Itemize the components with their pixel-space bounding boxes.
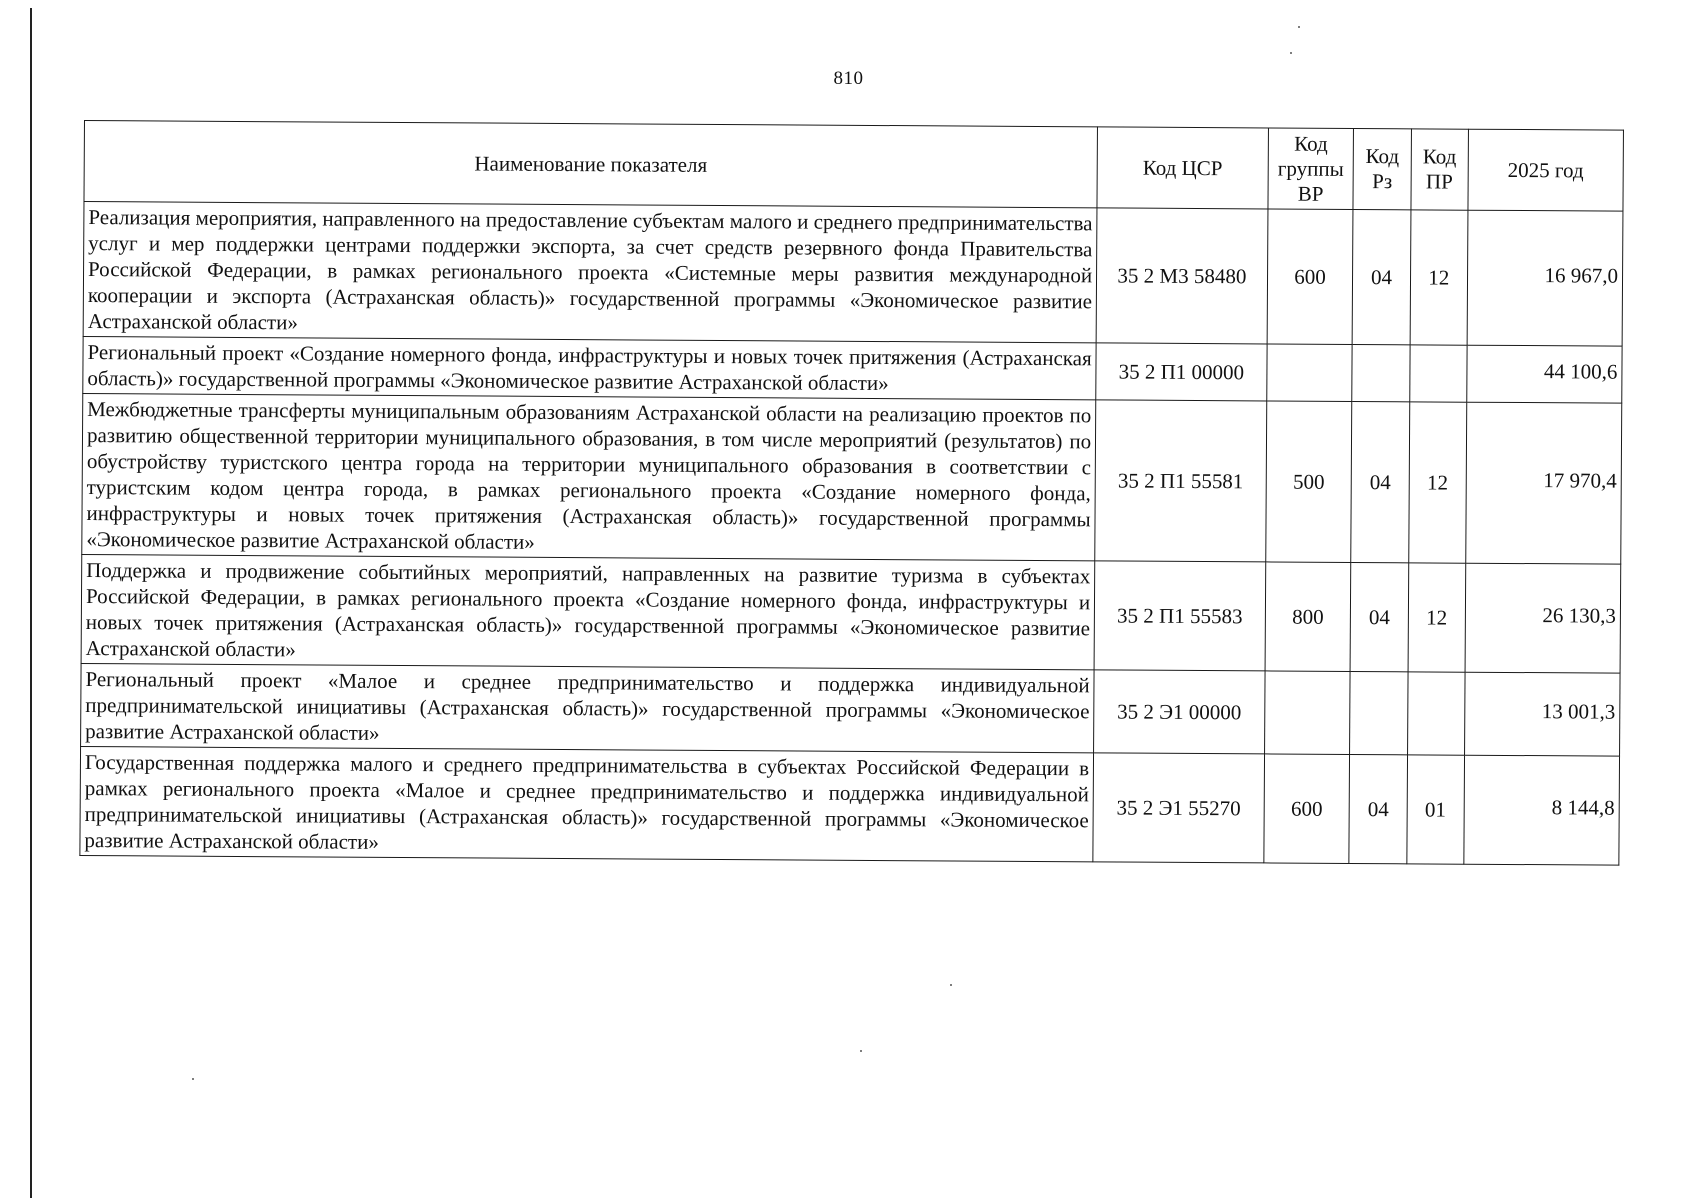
table-row xyxy=(82,393,1622,564)
row-vr xyxy=(1264,671,1350,755)
scan-speck xyxy=(1298,26,1300,28)
row-amount-value: 8 144,8 xyxy=(1551,795,1615,820)
row-pr xyxy=(1409,345,1467,402)
row-vr: 500 xyxy=(1265,401,1352,563)
binding-edge-line xyxy=(30,8,32,1198)
row-pr: 01 xyxy=(1407,755,1465,864)
scan-speck xyxy=(860,1050,862,1052)
scan-speck xyxy=(192,1078,194,1080)
row-amount-value: 17 970,4 xyxy=(1543,468,1617,493)
row-name: Государственная поддержка малого и среднего предпринимательства в субъектах Российской Федерации в рамках регионального проекта «Малое и среднее предпринимательство и поддержка индивидуальной предпринимательской инициативы (Астраханская область)» государственной программы «Экономическое развитие Астраханской области» xyxy=(80,746,1094,861)
table-row xyxy=(81,663,1620,756)
row-vr: 600 xyxy=(1264,754,1350,864)
header-vr: Код группы ВР xyxy=(1268,128,1354,210)
header-csr: Код ЦСР xyxy=(1097,127,1268,209)
header-rz: Код Рз xyxy=(1353,128,1411,209)
row-rz xyxy=(1352,344,1410,401)
scan-speck xyxy=(1290,52,1292,54)
page-number: 810 xyxy=(833,68,864,89)
row-rz: 04 xyxy=(1351,562,1409,671)
row-pr: 12 xyxy=(1410,210,1468,345)
table-header-row xyxy=(84,121,1623,212)
row-name: Региональный проект «Малое и среднее предпринимательство и поддержка индивидуальной предпринимательской инициативы (Астраханская область)» государственной программы «Экономическое развитие Астраханской области» xyxy=(81,663,1095,752)
row-rz: 04 xyxy=(1351,401,1409,562)
header-pr: Код ПР xyxy=(1411,129,1469,210)
table-row xyxy=(80,746,1620,865)
scan-speck xyxy=(950,984,952,986)
row-amount xyxy=(1464,672,1620,756)
row-name: Межбюджетные трансферты муниципальным образованиям Астраханской области на реализацию проектов по развитию общественной территории муниципального образования, в том числе мероприятий (результатов) по обустройству туристского центра города на территории муниципального образования в соответствии с туристским кодом центра города, в рамках регионального проекта «Создание номерного фонда, инфраструктуры и новых точек притяжения (Астраханская область)» государственной программы «Экономическое развитие Астраханской области» xyxy=(82,393,1096,560)
row-pr: 12 xyxy=(1408,563,1466,672)
row-amount xyxy=(1466,402,1622,564)
row-csr: 35 2 М3 58480 xyxy=(1096,208,1267,344)
row-amount-value: 16 967,0 xyxy=(1544,263,1619,288)
row-csr: 35 2 Э1 00000 xyxy=(1094,670,1265,754)
row-rz: 04 xyxy=(1349,754,1407,863)
row-csr: 35 2 П1 00000 xyxy=(1096,343,1267,401)
row-pr: 12 xyxy=(1408,402,1466,563)
row-pr xyxy=(1407,672,1465,755)
row-amount-value: 13 001,3 xyxy=(1541,699,1616,724)
table-row xyxy=(83,202,1623,347)
row-amount-value: 26 130,3 xyxy=(1542,603,1616,628)
row-name: Региональный проект «Создание номерного фонда, инфраструктуры и новых точек притяжения (Астраханская область)» государственной программы «Экономическое развитие Астраханской области» xyxy=(83,336,1096,399)
row-vr: 600 xyxy=(1267,209,1354,345)
row-name: Поддержка и продвижение событийных мероприятий, направленных на развитие туризма в субъектах Российской Федерации, в рамках регионального проекта «Создание номерного фонда, инфраструктуры и новых точек притяжения (Астраханская область)» государственной программы «Экономическое развитие Астраханской области» xyxy=(81,554,1095,669)
row-amount xyxy=(1467,345,1622,403)
row-amount xyxy=(1467,210,1623,346)
table-row xyxy=(83,336,1622,403)
row-csr: 35 2 П1 55581 xyxy=(1095,400,1267,562)
header-name: Наименование показателя xyxy=(84,121,1098,208)
row-csr: 35 2 П1 55583 xyxy=(1094,561,1265,671)
row-vr xyxy=(1266,344,1352,402)
header-year: 2025 год xyxy=(1468,129,1624,211)
row-vr: 800 xyxy=(1265,562,1351,672)
row-rz: 04 xyxy=(1353,209,1411,344)
row-name: Реализация мероприятия, направленного на предоставление субъектам малого и среднего предпринимательства услуг и мер поддержки центрами поддержки экспорта, за счет средств резервного фонда Правительства Российской Федерации, в рамках регионального проекта «Системные меры развития международной кооперации и экспорта (Астраханская область)» государственной программы «Экономическое развитие Астраханской области» xyxy=(83,202,1097,343)
budget-table xyxy=(79,120,1624,866)
table-row xyxy=(81,554,1621,673)
row-csr: 35 2 Э1 55270 xyxy=(1093,753,1264,863)
row-amount xyxy=(1465,563,1621,673)
row-rz xyxy=(1350,671,1408,754)
row-amount xyxy=(1464,755,1620,865)
row-amount-value: 44 100,6 xyxy=(1543,359,1618,384)
